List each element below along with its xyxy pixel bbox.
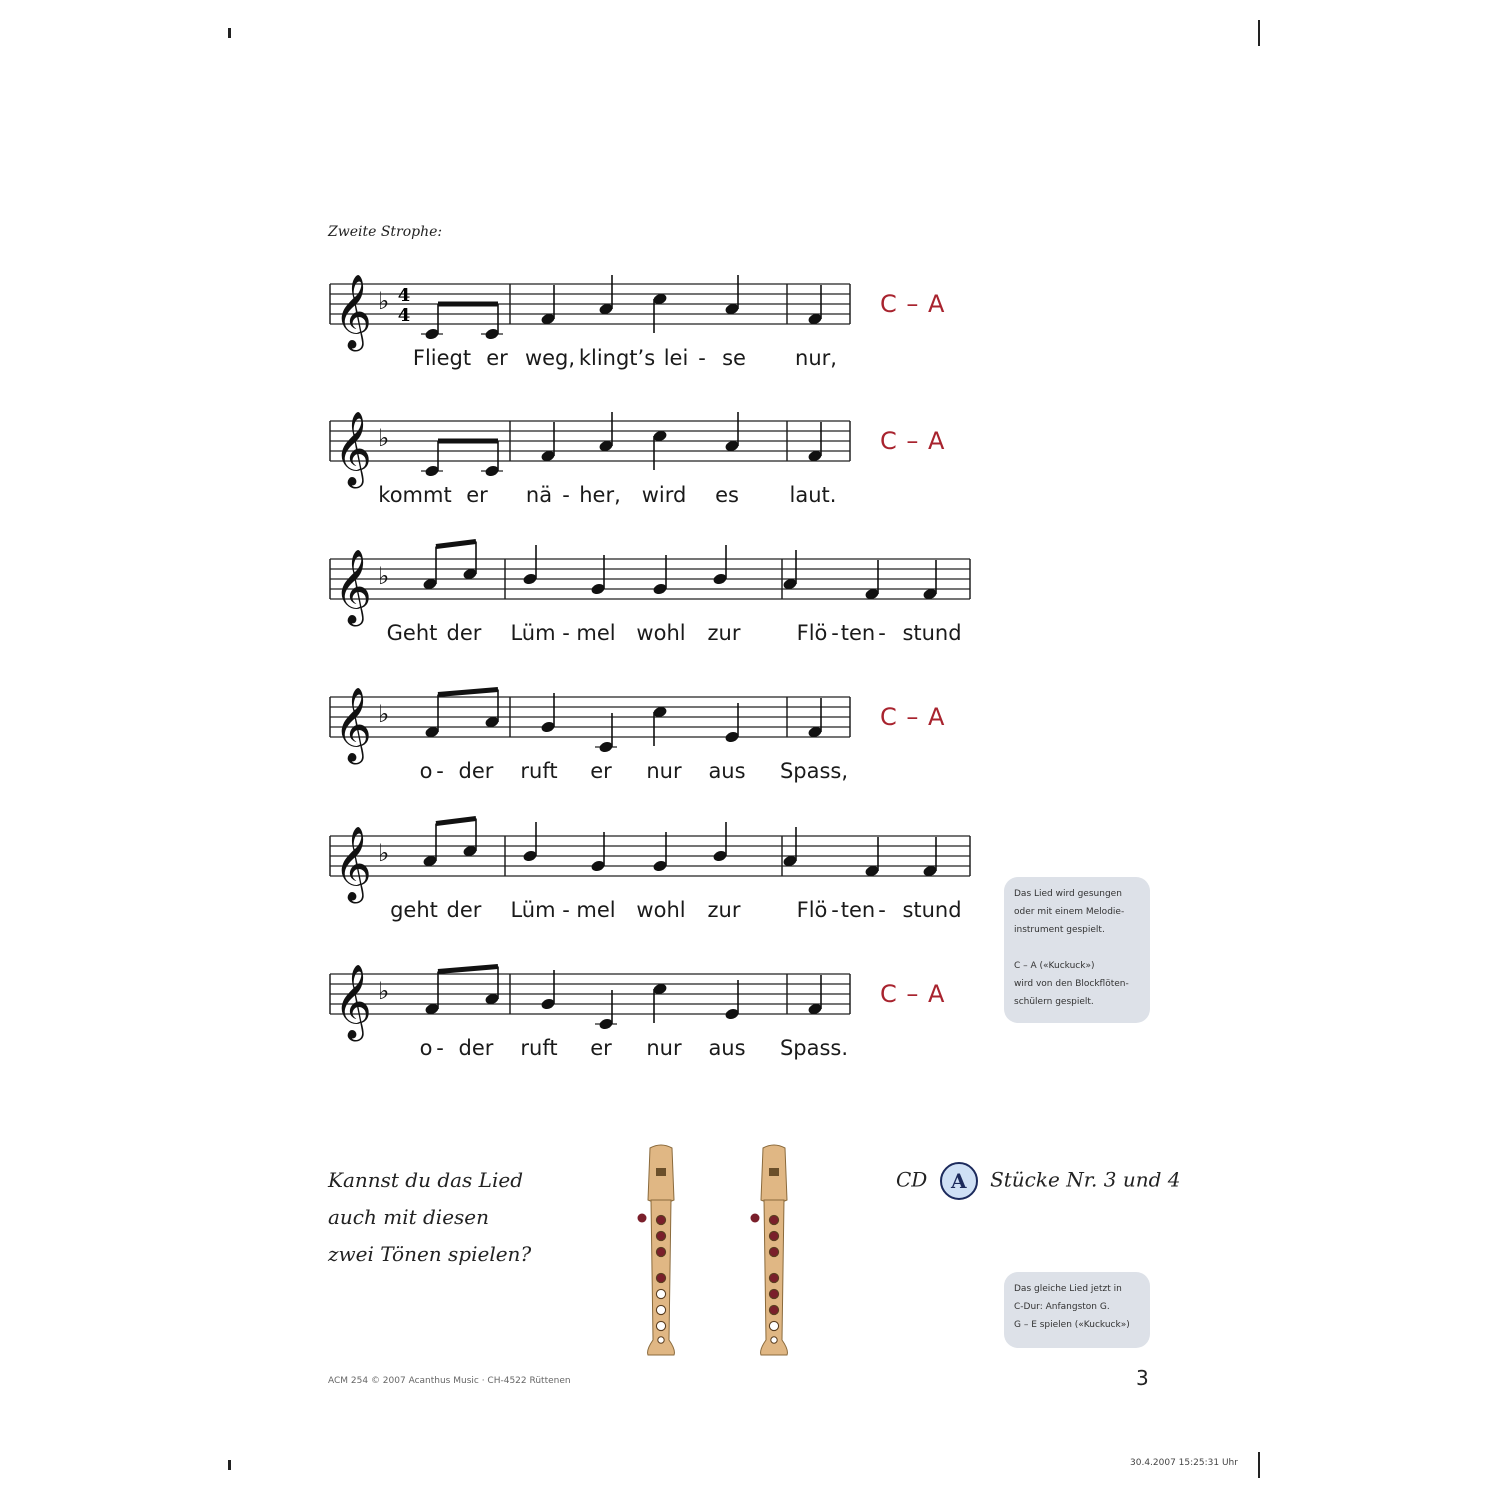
- info-line: instrument gespielt.: [1014, 925, 1105, 935]
- lyric-syllable: nur: [646, 759, 682, 783]
- lyric-syllable: ruft: [520, 759, 558, 783]
- lyric-syllable: stund: [902, 898, 962, 922]
- recorder-window: [656, 1168, 666, 1176]
- crop-mark-bottom-right: [1258, 1452, 1260, 1478]
- treble-clef-icon: 𝄞: [334, 275, 372, 349]
- treble-clef-icon: 𝄞: [334, 688, 372, 762]
- chord-cue: C – A: [880, 980, 946, 1008]
- lyric-syllable: o: [419, 759, 433, 783]
- info-line: wird von den Blockflöten-: [1014, 979, 1129, 989]
- finger-hole-closed: [656, 1247, 665, 1256]
- finger-hole-closed: [769, 1247, 778, 1256]
- finger-hole-open: [771, 1337, 777, 1343]
- thumb-hole-closed: [751, 1214, 760, 1223]
- question-line: auch mit diesen: [328, 1205, 490, 1229]
- crop-mark-bottom-left: [228, 1460, 231, 1470]
- lyric-syllable: -: [878, 621, 886, 645]
- lyric-syllable: laut.: [789, 483, 837, 507]
- strophe-label: Zweite Strophe:: [328, 224, 443, 240]
- lyric-syllable: -: [831, 898, 839, 922]
- staff-system: [330, 965, 850, 1042]
- lyric-syllable: kommt: [378, 483, 452, 507]
- lyric-syllable: wohl: [636, 898, 686, 922]
- recorder-illustration: [751, 1145, 788, 1355]
- lyric-syllable: -: [436, 759, 444, 783]
- finger-hole-open: [656, 1289, 665, 1298]
- lyric-syllable: Flö: [796, 898, 828, 922]
- lyric-syllable: -: [878, 898, 886, 922]
- staff-system: [330, 819, 970, 905]
- treble-clef-icon: 𝄞: [334, 827, 372, 901]
- note-beam: [436, 819, 476, 824]
- note-beam: [436, 542, 476, 547]
- recorder-illustration: [638, 1145, 675, 1355]
- question-text: [328, 1162, 531, 1273]
- key-signature-flat-icon: ♭: [378, 977, 390, 1005]
- lyric-syllable: aus: [708, 759, 746, 783]
- lyric-syllable: Geht: [386, 621, 438, 645]
- cd-prefix: CD: [896, 1167, 928, 1192]
- cd-reference: [896, 1162, 1181, 1200]
- lyric-syllable: se: [722, 346, 746, 370]
- thumb-hole-closed: [638, 1214, 647, 1223]
- info-line: oder mit einem Melodie-: [1014, 907, 1125, 917]
- info-line: C-Dur: Anfangston G.: [1014, 1302, 1110, 1312]
- info-line: schülern gespielt.: [1014, 997, 1094, 1007]
- lyric-syllable: o: [419, 1036, 433, 1060]
- lyric-syllable: her,: [579, 483, 621, 507]
- lyric-syllable: der: [446, 898, 482, 922]
- lyric-syllable: Spass,: [779, 759, 849, 783]
- lyric-syllable: es: [715, 483, 739, 507]
- finger-hole-closed: [769, 1305, 778, 1314]
- lyric-syllable: -: [436, 1036, 444, 1060]
- finger-hole-closed: [769, 1273, 778, 1282]
- time-signature-numerator: 4: [397, 285, 411, 306]
- footer-copyright: ACM 254 © 2007 Acanthus Music · CH-4522 Rüttenen: [328, 1376, 571, 1386]
- finger-hole-closed: [656, 1273, 665, 1282]
- lyric-syllable: er: [466, 483, 488, 507]
- lyric-syllable: nur,: [795, 346, 837, 370]
- lyric-syllable: Lüm: [510, 898, 556, 922]
- finger-hole-open: [658, 1337, 664, 1343]
- staff-system: [330, 688, 850, 765]
- page-number: 3: [1136, 1366, 1149, 1390]
- lyric-syllable: Fliegt: [412, 346, 472, 370]
- chord-cue: C – A: [880, 290, 946, 318]
- lyric-syllable: nä: [525, 483, 553, 507]
- lyric-syllable: der: [458, 1036, 494, 1060]
- lyric-syllable: er: [590, 759, 612, 783]
- info-line: C – A («Kuckuck»): [1014, 961, 1095, 971]
- key-signature-flat-icon: ♭: [378, 839, 390, 867]
- finger-hole-closed: [769, 1231, 778, 1240]
- lyric-syllable: -: [831, 621, 839, 645]
- info-box-c-major-note: [1004, 1272, 1150, 1348]
- staff-system: [330, 275, 850, 352]
- recorder-window: [769, 1168, 779, 1176]
- lyric-syllable: -: [562, 898, 570, 922]
- staff-system: [330, 542, 970, 628]
- lyric-syllable: -: [562, 621, 570, 645]
- finger-hole-closed: [656, 1215, 665, 1224]
- lyric-syllable: nur: [646, 1036, 682, 1060]
- lyric-syllable: wohl: [636, 621, 686, 645]
- chord-cue: C – A: [880, 427, 946, 455]
- lyric-syllable: zur: [707, 898, 741, 922]
- lyric-syllable: mel: [576, 621, 616, 645]
- lyric-syllable: ten: [840, 621, 876, 645]
- lyric-syllable: Lüm: [510, 621, 556, 645]
- time-signature-denominator: 4: [397, 305, 411, 326]
- lyric-syllable: -: [698, 346, 706, 370]
- question-line: Kannst du das Lied: [328, 1168, 523, 1192]
- lyric-syllable: mel: [576, 898, 616, 922]
- info-line: Das Lied wird gesungen: [1014, 889, 1122, 899]
- info-line: G – E spielen («Kuckuck»): [1014, 1320, 1130, 1330]
- staff-system: [330, 412, 850, 489]
- finger-hole-open: [769, 1321, 778, 1330]
- info-box-melody-note: [1004, 877, 1150, 1023]
- finger-hole-closed: [656, 1231, 665, 1240]
- lyric-syllable: der: [446, 621, 482, 645]
- lyric-syllable: wird: [641, 483, 687, 507]
- finger-hole-closed: [769, 1289, 778, 1298]
- cd-badge-icon: A: [940, 1162, 978, 1200]
- treble-clef-icon: 𝄞: [334, 965, 372, 1039]
- lyric-syllable: er: [486, 346, 508, 370]
- lyric-syllable: ten: [840, 898, 876, 922]
- finger-hole-closed: [769, 1215, 778, 1224]
- key-signature-flat-icon: ♭: [378, 562, 390, 590]
- key-signature-flat-icon: ♭: [378, 424, 390, 452]
- lyric-syllable: geht: [390, 898, 438, 922]
- lyric-syllable: er: [590, 1036, 612, 1060]
- info-line: Das gleiche Lied jetzt in: [1014, 1284, 1122, 1294]
- chord-cue: C – A: [880, 703, 946, 731]
- treble-clef-icon: 𝄞: [334, 550, 372, 624]
- finger-hole-open: [656, 1305, 665, 1314]
- key-signature-flat-icon: ♭: [378, 287, 390, 315]
- cd-tracks: Stücke Nr. 3 und 4: [990, 1167, 1181, 1192]
- lyric-syllable: Spass.: [779, 1036, 849, 1060]
- question-line: zwei Tönen spielen?: [328, 1242, 532, 1266]
- key-signature-flat-icon: ♭: [378, 700, 390, 728]
- lyric-syllable: der: [458, 759, 494, 783]
- recorder-fingering-illustrations: [620, 1140, 800, 1365]
- lyric-syllable: aus: [708, 1036, 746, 1060]
- lyric-syllable: Flö: [796, 621, 828, 645]
- print-timestamp: 30.4.2007 15:25:31 Uhr: [1130, 1458, 1238, 1468]
- finger-hole-open: [656, 1321, 665, 1330]
- treble-clef-icon: 𝄞: [334, 412, 372, 486]
- lyric-syllable: lei: [663, 346, 689, 370]
- lyric-syllable: -: [562, 483, 570, 507]
- lyric-syllable: stund: [902, 621, 962, 645]
- lyric-syllable: ruft: [520, 1036, 558, 1060]
- lyric-syllable: weg,: [524, 346, 576, 370]
- lyric-syllable: klingt’s: [578, 346, 656, 370]
- note-beam: [438, 690, 498, 695]
- note-beam: [438, 967, 498, 972]
- lyric-syllable: zur: [707, 621, 741, 645]
